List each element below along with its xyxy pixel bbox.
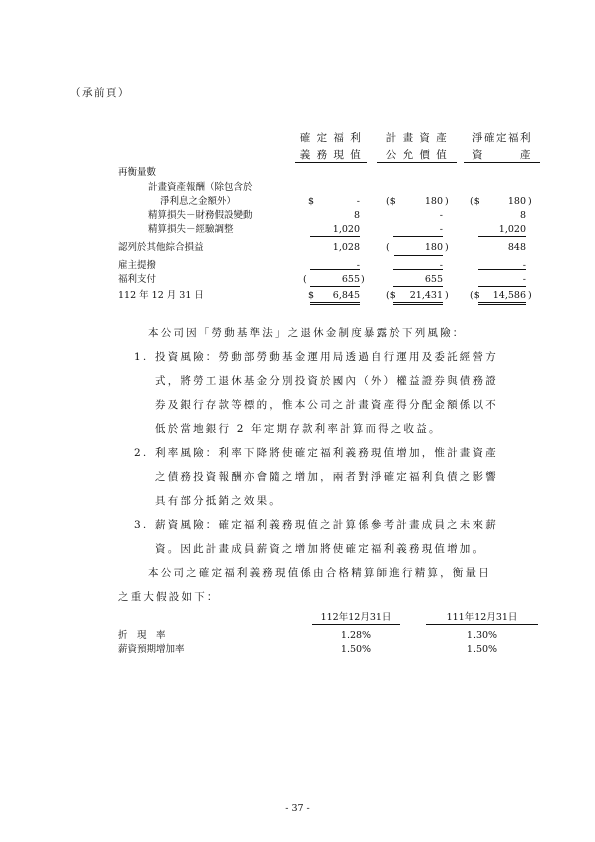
cell-suffix: ) [445,196,449,207]
double-rule [478,302,526,305]
cell-suffix: ) [445,290,449,301]
cell-suffix: ) [528,196,532,207]
section-remeasurement: 再衡量數 [118,167,157,178]
cell-value: 1,028 [332,242,360,253]
risk-2-line3: 具有部分抵銷之效果。 [155,495,282,507]
cell-value: 1,020 [310,223,360,237]
rule-line [478,269,526,270]
cell-value: 21,431 [409,290,443,301]
row-label-salary-increase: 薪資預期增加率 [118,644,185,655]
row-label: 計畫資產報酬（除包含於 [148,182,253,193]
cell-value: 6,845 [332,290,360,301]
table-row [0,273,595,286]
header-obligation [295,131,367,163]
row-label: 112 年 12 月 31 日 [118,290,204,301]
row-label: 雇主提撥 [118,260,157,271]
cell-suffix: ) [445,242,449,253]
actuarial-line2: 之重大假設如下： [118,591,220,603]
risk-1-line3: 券及銀行存款等標的，惟本公司之計畫資產得分配金額係以不 [155,399,498,411]
cell-prefix: ($ [470,196,480,207]
cell-value: - [356,196,360,207]
header-plan-assets-line2: 公 允 價 值 [377,148,457,163]
cell-suffix: ) [361,274,365,285]
cell-value: 8 [353,210,360,221]
row-label: 精算損失－財務假設變動 [148,210,253,221]
header-net-asset-line2: 資 產 [464,148,540,163]
table-row [0,241,595,254]
header-net-asset-line1: 淨確定福利 [472,132,532,144]
cell-value: 655 [424,274,443,285]
cell-value: 655 [341,274,360,285]
cell-value: 180 [424,242,443,253]
rule-line [478,286,526,287]
cell-value: - [439,260,443,271]
risk-3-number: 3. [134,519,149,531]
cell-value: 8 [519,210,526,221]
risk-3-line2: 資。因此計畫成員薪資之增加將使確定福利義務現值增加。 [155,543,486,555]
table-row [0,181,595,194]
table-row [0,289,595,302]
discount-rate-2023: 1.28% [340,630,372,641]
header-2022: 111年12月31日 [426,611,538,625]
cell-prefix: $ [308,196,315,207]
risk-1-number: 1. [134,351,149,363]
rule-line [394,255,443,256]
risk-2-number: 2. [134,447,149,459]
cell-value: 180 [507,196,526,207]
row-label: 淨利息之金額外） [160,196,237,207]
table-row [0,223,595,236]
risk-2-line2: 之債務投資報酬亦會隨之增加，兩者對淨確定福利負債之影響 [155,471,498,483]
continued-label: （承前頁） [70,87,130,99]
risk-2-line1: 利率風險：利率下降將使確定福利義務現值增加，惟計畫資產 [155,447,498,459]
header-2023: 112年12月31日 [312,611,400,625]
cell-value: - [439,210,443,221]
header-obligation-line2: 義 務 現 值 [295,148,367,163]
cell-value: - [522,274,526,285]
cell-prefix: ($ [386,196,396,207]
salary-increase-2023: 1.50% [340,644,372,655]
cell-value: 1,020 [478,223,526,237]
actuarial-line1: 本公司之確定福利義務現值係由合格精算師進行精算，衡量日 [148,567,491,579]
cell-prefix: ( [303,274,307,285]
header-obligation-line1: 確 定 福 利 [299,132,363,144]
cell-value: - [522,260,526,271]
table-row [0,195,595,208]
risk-1-line1: 投資風險：勞動部勞動基金運用局透過自行運用及委託經營方 [155,351,498,363]
risk-3-line1: 薪資風險：確定福利義務現值之計算係參考計畫成員之未來薪 [155,519,498,531]
row-label: 認列於其他綜合損益 [118,242,204,253]
rule-line [310,286,360,287]
cell-value: 848 [507,242,526,253]
cell-prefix: ($ [470,290,480,301]
cell-value: 180 [424,196,443,207]
risk-intro: 本公司因「勞動基準法」之退休金制度暴露於下列風險： [148,327,466,339]
rule-line [393,269,443,270]
row-label-discount-rate: 折 現 率 [118,630,166,641]
row-label: 福利支付 [118,274,157,285]
table-row [0,259,595,272]
cell-suffix: ) [528,290,532,301]
risk-1-line2: 式，將勞工退休基金分別投資於國內（外）權益證券與債務證 [155,375,498,387]
rule-line [393,286,443,287]
table-row [0,209,595,222]
cell-prefix: ( [386,242,390,253]
double-rule [310,302,360,305]
page-number: - 37 - [285,803,310,814]
cell-prefix: $ [308,290,315,301]
header-net-asset [464,131,540,163]
rule-line [310,269,360,270]
header-plan-assets-line1: 計 畫 資 產 [385,132,449,144]
double-rule [393,302,443,305]
discount-rate-2022: 1.30% [466,630,498,641]
cell-value: - [356,260,360,271]
row-label: 精算損失－經驗調整 [148,224,234,235]
cell-value: - [393,223,443,237]
cell-prefix: ($ [386,290,396,301]
cell-value: 14,586 [492,290,526,301]
header-plan-assets [377,131,457,163]
risk-1-line4: 低於當地銀行 2 年定期存款利率計算而得之收益。 [155,423,442,435]
salary-increase-2022: 1.50% [466,644,498,655]
